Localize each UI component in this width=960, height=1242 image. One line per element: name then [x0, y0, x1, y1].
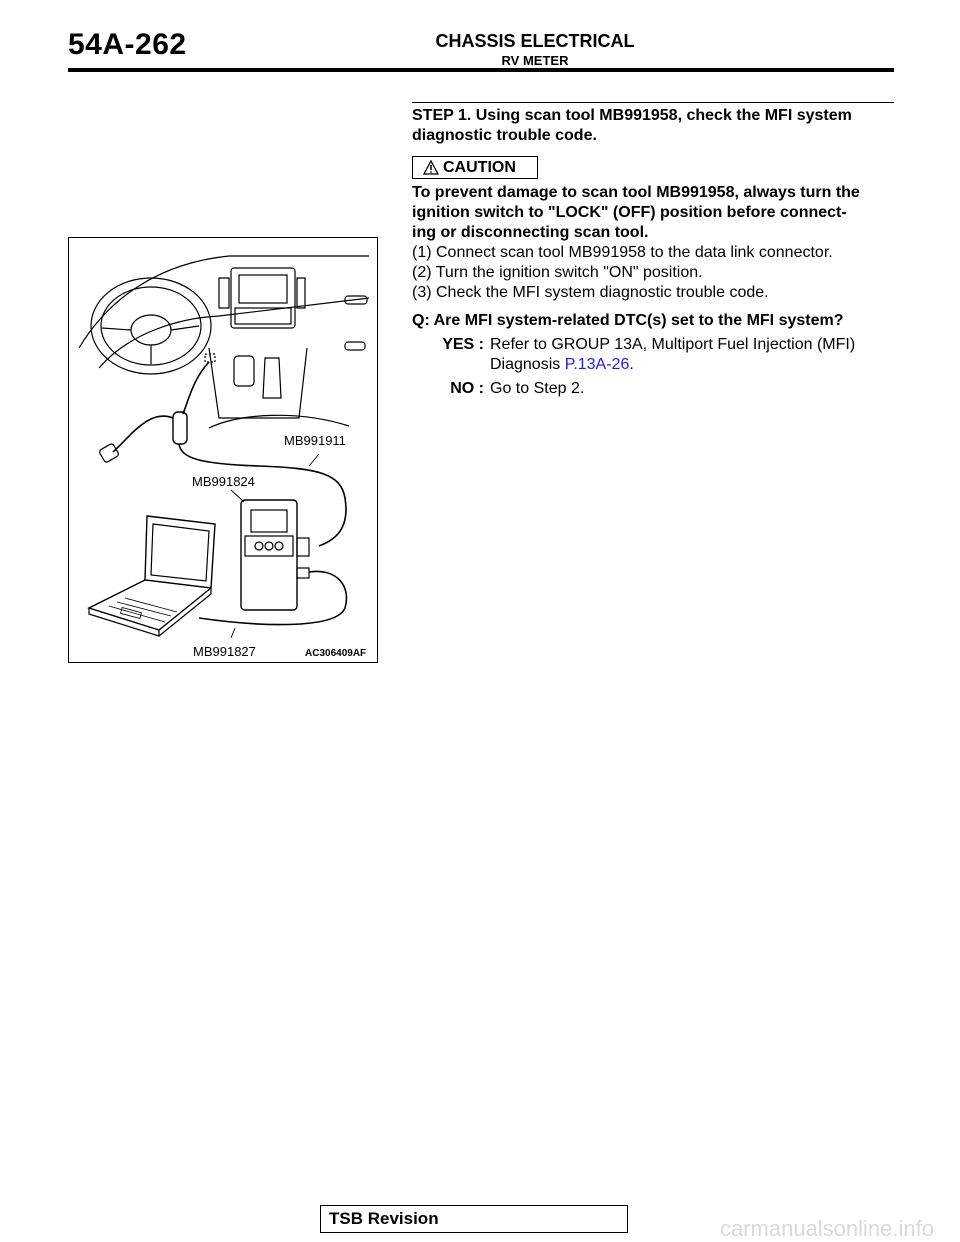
dashboard-scan-tool-illustration [69, 238, 377, 662]
no-label: NO : [450, 380, 484, 397]
caution-label: CAUTION [443, 159, 516, 176]
procedure-step-3: (3) Check the MFI system diagnostic trouble code. [412, 284, 769, 301]
tsb-revision-label: TSB Revision [329, 1209, 439, 1228]
section-title: CHASSIS ELECTRICAL [435, 31, 635, 51]
diagnostic-question: Q: Are MFI system-related DTC(s) set to the MFI system? [412, 312, 844, 329]
caution-text-line-3: ing or disconnecting scan tool. [412, 224, 649, 241]
answer-yes [412, 335, 894, 375]
yes-label: YES : [442, 336, 484, 353]
yes-text-prefix: Diagnosis [490, 356, 565, 373]
caution-text-line-2: ignition switch to "LOCK" (OFF) position before connect- [412, 204, 847, 221]
watermark: carmanualsonline.info [719, 1216, 934, 1241]
no-text: Go to Step 2. [490, 380, 585, 397]
yes-text-line-2 [490, 355, 894, 375]
step-title-line-1: STEP 1. Using scan tool MB991958, check the MFI system [412, 107, 852, 124]
caution-text-line-1: To prevent damage to scan tool MB991958, always turn the [412, 184, 860, 201]
yes-text [490, 335, 894, 375]
procedure-step-1: (1) Connect scan tool MB991958 to the data link connector. [412, 244, 833, 261]
yes-text-line-1: Refer to GROUP 13A, Multiport Fuel Injection (MFI) [490, 336, 856, 353]
label-mb991911: MB991911 [284, 433, 346, 448]
label-mb991824: MB991824 [192, 474, 255, 489]
header-rule [68, 68, 894, 72]
step-content [412, 102, 894, 399]
procedure-reference-link[interactable]: P.13A-26 [564, 356, 630, 373]
section-subtitle: RV METER [501, 53, 569, 68]
footer-revision-box [320, 1205, 628, 1233]
caution-box [412, 156, 538, 179]
label-mb991827: MB991827 [193, 644, 256, 659]
procedure-step-2: (2) Turn the ignition switch "ON" position. [412, 264, 703, 281]
step-rule [412, 102, 894, 103]
step-title-line-2: diagnostic trouble code. [412, 127, 597, 144]
scan-tool-connection-figure [68, 237, 378, 663]
page-number: 54A-262 [68, 28, 187, 61]
figure-code: AC306409AF [305, 648, 367, 659]
warning-triangle-icon [423, 160, 439, 175]
answer-no [412, 379, 894, 399]
yes-text-suffix: . [629, 356, 634, 373]
